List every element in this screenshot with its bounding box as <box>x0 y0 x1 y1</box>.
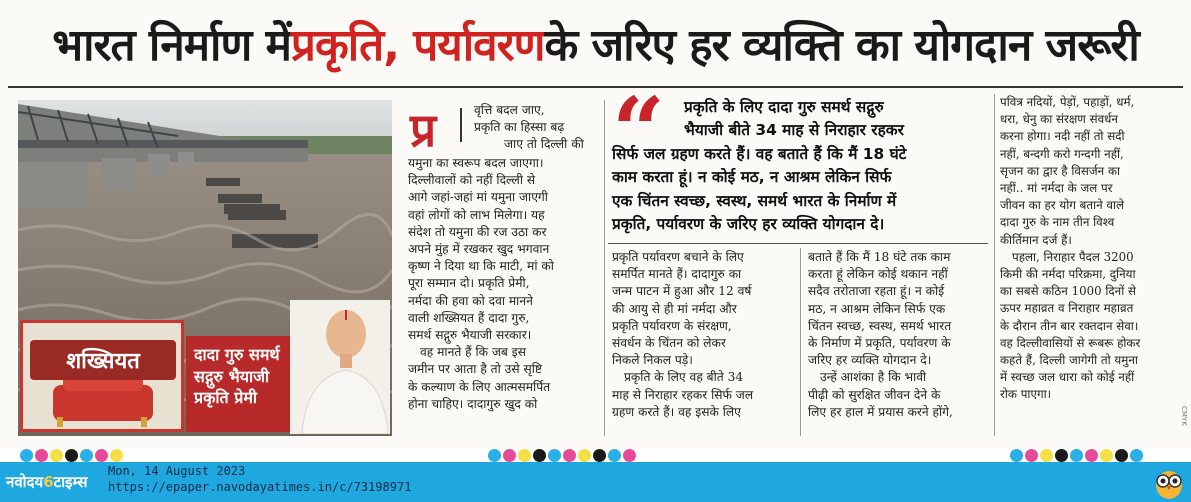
text-line: अपने मुंह में रखकर खुद भगवान <box>408 242 550 257</box>
text-line: जन्म पाटन में हुआ और 12 वर्ष <box>612 284 752 299</box>
text-line: के दौरान तीन बार रक्तदान सेवा। <box>1000 318 1139 333</box>
text-line: आगे जहां-जहां मां यमुना जाएगी <box>408 190 548 205</box>
text-line: संवर्धन के चिंतन को लेकर <box>612 336 726 351</box>
text-line: पीढ़ी को सुरक्षित जीवन देने के <box>808 387 941 402</box>
text-line: वहां लोगों को लाभ मिलेगा। यह <box>408 207 545 222</box>
text-line: चिंतन स्वच्छ, स्वस्थ, समर्थ भारत <box>808 318 952 333</box>
caption-line: सद्गुरु भैयाजी <box>194 366 270 386</box>
text-line: होना चाहिए। दादागुरु खुद को <box>408 396 538 411</box>
headline-highlight: प्रकृति, पर्यावरण <box>290 20 545 71</box>
quote-line: प्रकृति के लिए दादा गुरु समर्थ सद्गुरु <box>684 98 884 116</box>
text-line: के कल्याण के लिए आत्मसमर्पित <box>408 379 551 394</box>
headline-part1: भारत निर्माण में <box>52 20 291 71</box>
text-line: कृष्ण ने दिया था कि माटी, मां को <box>408 259 554 274</box>
text-line: प्रकृति के लिए वह बीते 34 <box>624 370 744 385</box>
epaper-url[interactable]: https://epaper.navodayatimes.in/c/73198971 <box>108 480 412 494</box>
text-line: में स्वच्छ जल धारा को कोई नहीं <box>1000 370 1135 385</box>
dropcap: प्र <box>410 103 437 157</box>
logo-six: 6 <box>43 473 54 491</box>
text-line: नहीं, बन्दगी करो गन्दगी नहीं, <box>1000 146 1124 161</box>
text-line: जाए तो दिल्ली की <box>504 137 584 152</box>
text-line: सृजन का द्वार है विसर्जन का <box>1000 163 1121 178</box>
text-line: पहला, निराहार पैदल 3200 <box>1012 249 1134 264</box>
headline-rule <box>8 86 1183 88</box>
text-line: धरा, धेनु का संरक्षण संवर्धन <box>1000 112 1118 127</box>
text-line: किमी की नर्मदा परिक्रमा, दुनिया <box>1000 267 1136 282</box>
text-line: की आयु से ही मां नर्मदा और <box>612 301 737 316</box>
text-line: माह से निराहार रहकर सिर्फ जल <box>612 387 754 402</box>
quote-mark-icon: “ <box>612 77 665 185</box>
text-line: कीर्तिमान दर्ज हैं। <box>1000 232 1072 247</box>
text-line: वृत्ति बदल जाए, <box>474 103 545 117</box>
text-line: समर्पित मानते हैं। दादागुरु का <box>612 267 742 282</box>
caption-line: प्रकृति प्रेमी <box>194 388 258 408</box>
text-line: वह दिल्लीवासियों से रूबरू होकर <box>1000 335 1141 350</box>
text-line: निकले निकल पड़े। <box>612 353 693 368</box>
registration-dots-right <box>1010 448 1143 462</box>
quote-line: सिर्फ जल ग्रहण करते हैं। वह बताते हैं कि मैं 18 घंटे <box>612 144 907 163</box>
text-line: वह मानते हैं कि जब इस <box>420 345 526 360</box>
column-1 <box>408 155 604 413</box>
edition-date: Mon, 14 August 2023 <box>108 464 246 478</box>
text-line: जमीन पर आता है तो उसे सृष्टि <box>408 362 542 377</box>
owl-icon <box>1152 466 1186 500</box>
text-line: वाली शख्सियत हैं दादा गुरु, <box>408 310 530 325</box>
quote-line: भैयाजी बीते 34 माह से निराहार रहकर <box>684 121 904 140</box>
column-1-intro <box>474 102 602 154</box>
text-line: का सबसे कठिन 1000 दिनों से <box>1000 284 1136 299</box>
text-line: बताते हैं कि मैं 18 घंटे तक काम <box>808 250 951 264</box>
headline-part3: के जरिए हर व्यक्ति का योगदान जरूरी <box>544 20 1139 71</box>
text-line: पवित्र नदियों, पेड़ों, पहाड़ों, धर्म, <box>1000 95 1135 109</box>
column-separator <box>994 94 995 436</box>
text-line: प्रकृति पर्यावरण के संरक्षण, <box>612 318 732 333</box>
quote-line: एक चिंतन स्वच्छ, स्वस्थ, समर्थ भारत के निर्माण में <box>612 191 897 210</box>
quote-line: काम करता हूं। न कोई मठ, न आश्रम लेकिन सिर्फ <box>612 168 892 187</box>
footer-meta <box>108 463 411 495</box>
text-line: करना होगा। नदी नहीं तो सदी <box>1000 129 1125 144</box>
text-line: ग्रहण करते हैं। वह इसके लिए <box>612 404 741 419</box>
text-line: कहते हैं, दिल्ली जागेगी तो यमुना <box>1000 353 1138 368</box>
text-line: पूरा सम्मान दो। प्रकृति प्रेमी, <box>408 276 530 291</box>
text-line: प्रकृति पर्यावरण बचाने के लिए <box>612 250 744 264</box>
column-3 <box>808 249 994 421</box>
text-line: जीवन का हर योग बताने वाले <box>1000 198 1125 213</box>
quote-line: प्रकृति, पर्यावरण के जरिए हर व्यक्ति योगदान दे। <box>612 215 885 234</box>
print-registration-mark: CMYK <box>1180 406 1188 426</box>
text-line: जरिए हर व्यक्ति योगदान दे। <box>808 353 932 368</box>
column-4 <box>1000 94 1178 404</box>
logo-text-a: नवोदय <box>6 473 44 491</box>
quote-rule <box>608 243 988 244</box>
dropcap-bar <box>460 108 462 142</box>
headline <box>8 2 1183 84</box>
text-line: दादा गुरु के नाम तीन विश्व <box>1000 215 1115 230</box>
guru-portrait <box>290 300 390 434</box>
pull-quote <box>612 96 988 236</box>
text-line: प्रकृति का हिस्सा बढ़ <box>474 120 565 135</box>
caption-line: दादा गुरु समर्थ <box>194 345 280 364</box>
column-separator <box>800 248 801 436</box>
text-line: सदैव तरोताजा रहता हूं। न कोई <box>808 284 945 299</box>
text-line: लिए हर हाल में प्रयास करने होंगे, <box>808 404 953 419</box>
profile-banner-label: शख्सियत <box>30 340 176 380</box>
text-line: नहीं.. मां नर्मदा के जल पर <box>1000 181 1113 196</box>
text-line: दिल्लीवालों को नहीं दिल्ली से <box>408 173 536 188</box>
text-line: करता हूं लेकिन कोई थकान नहीं <box>808 267 948 282</box>
text-line: यमुना का स्वरूप बदल जाएगा। <box>408 156 544 170</box>
text-line: मठ, न आश्रम लेकिन सिर्फ एक <box>808 301 946 316</box>
logo-text-b: टाइम्स <box>53 473 88 491</box>
text-line: नर्मदा की हवा को दवा मानने <box>408 293 533 308</box>
text-line: ऊपर महाव्रत व निराहार महाव्रत <box>1000 301 1134 316</box>
registration-dots-left <box>20 448 123 462</box>
navodaya-times-logo[interactable] <box>6 468 102 496</box>
registration-dots-center <box>488 448 636 462</box>
photo-caption <box>186 336 290 432</box>
text-line: समर्थ सद्गुरु भैयाजी सरकार। <box>408 328 532 343</box>
column-separator <box>604 100 605 436</box>
text-line: संदेश तो यमुना की रज उठा कर <box>408 224 547 239</box>
text-line: के निर्माण में प्रकृति, पर्यावरण के <box>808 336 951 351</box>
text-line: रोक पाएगा। <box>1000 387 1052 402</box>
column-2 <box>612 249 800 421</box>
text-line: उन्हें आशंका है कि भावी <box>820 370 927 385</box>
